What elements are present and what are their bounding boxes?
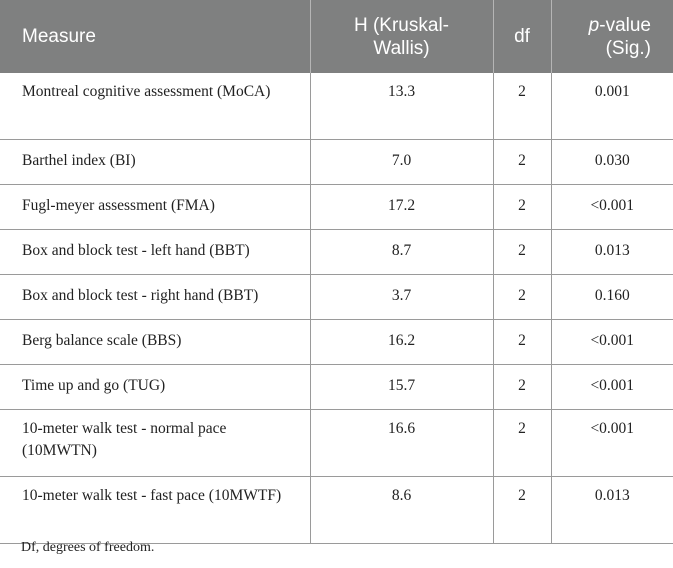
cell-measure: 10-meter walk test - fast pace (10MWTF) [0, 477, 310, 544]
table-row [0, 230, 673, 275]
cell-measure: Box and block test - left hand (BBT) [0, 230, 310, 275]
table-body [0, 73, 673, 544]
cell-p: 0.013 [551, 230, 673, 275]
header-row [0, 0, 673, 73]
table-header [0, 0, 673, 73]
cell-df: 2 [493, 185, 551, 230]
cell-measure: Fugl-meyer assessment (FMA) [0, 185, 310, 230]
cell-df: 2 [493, 365, 551, 410]
cell-p: 0.013 [551, 477, 673, 544]
cell-p: 0.030 [551, 140, 673, 185]
cell-measure: Time up and go (TUG) [0, 365, 310, 410]
header-df-label: df [514, 26, 530, 47]
cell-h: 8.6 [310, 477, 493, 544]
table-row [0, 365, 673, 410]
cell-h: 15.7 [310, 365, 493, 410]
cell-h: 16.6 [310, 410, 493, 477]
table-row [0, 410, 673, 477]
table-row [0, 275, 673, 320]
cell-h: 7.0 [310, 140, 493, 185]
cell-p: <0.001 [551, 365, 673, 410]
cell-h: 8.7 [310, 230, 493, 275]
table-row [0, 73, 673, 140]
cell-h: 13.3 [310, 73, 493, 140]
header-measure-label: Measure [22, 26, 96, 47]
cell-h: 16.2 [310, 320, 493, 365]
header-p-value [551, 0, 673, 73]
cell-measure: Montreal cognitive assessment (MoCA) [0, 73, 310, 140]
cell-h: 3.7 [310, 275, 493, 320]
cell-measure: Barthel index (BI) [0, 140, 310, 185]
cell-df: 2 [493, 275, 551, 320]
header-h-line1: H (Kruskal- [353, 14, 449, 36]
table-row [0, 477, 673, 544]
cell-measure: 10-meter walk test - normal pace (10MWTN) [0, 410, 310, 477]
cell-p: <0.001 [551, 185, 673, 230]
header-p-italic: p [588, 14, 600, 36]
header-df [493, 0, 551, 73]
header-p-line1: -value [599, 14, 651, 36]
header-h-statistic [310, 0, 493, 73]
cell-measure: Berg balance scale (BBS) [0, 320, 310, 365]
cell-p: <0.001 [551, 320, 673, 365]
table-row [0, 140, 673, 185]
cell-p: <0.001 [551, 410, 673, 477]
cell-h: 17.2 [310, 185, 493, 230]
cell-p: 0.001 [551, 73, 673, 140]
header-measure [0, 0, 310, 73]
header-h-line2: Wallis) [373, 37, 430, 59]
cell-df: 2 [493, 140, 551, 185]
table-row [0, 320, 673, 365]
cell-df: 2 [493, 320, 551, 365]
cell-df: 2 [493, 73, 551, 140]
cell-df: 2 [493, 410, 551, 477]
table-row [0, 185, 673, 230]
table-footnote: Df, degrees of freedom. [21, 540, 155, 555]
cell-measure: Box and block test - right hand (BBT) [0, 275, 310, 320]
cell-df: 2 [493, 477, 551, 544]
cell-p: 0.160 [551, 275, 673, 320]
header-p-line2: (Sig.) [605, 37, 651, 59]
cell-df: 2 [493, 230, 551, 275]
